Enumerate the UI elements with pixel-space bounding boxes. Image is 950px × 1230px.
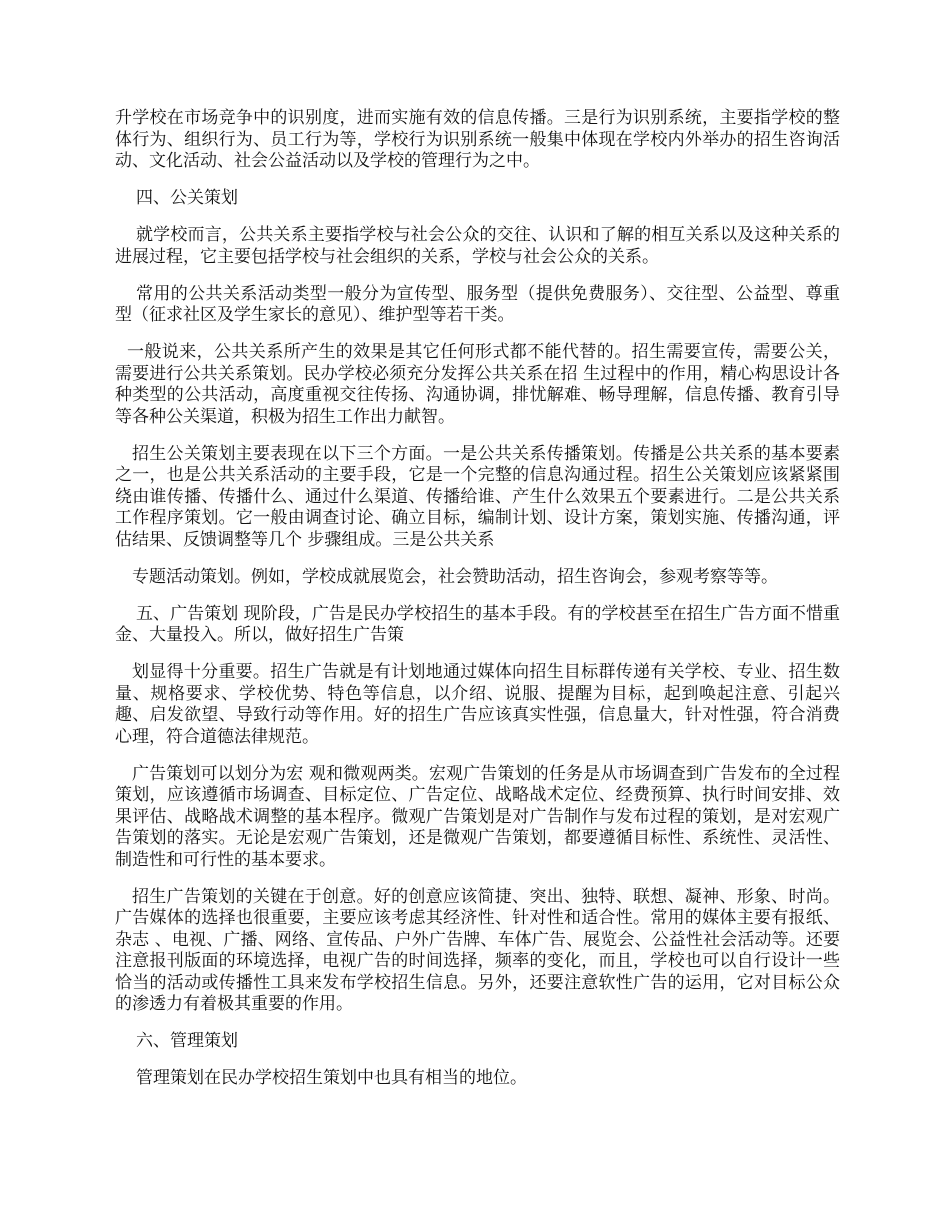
paragraph-pr-definition: 就学校而言，公共关系主要指学校与社会公众的交往、认识和了解的相互关系以及这种关系的进展过程，它主要包括学校与社会组织的关系，学校与社会公众的关系。 <box>115 225 840 267</box>
paragraph-management-planning: 管理策划在民办学校招生策划中也具有相当的地位。 <box>136 1068 527 1088</box>
paragraph-advertising-creativity: 招生广告策划的关键在于创意。好的创意应该简捷、突出、独特、联想、凝神、形象、时尚。广告媒体的选择也很重要，主要应该考虑其经济性、针对性和适合性。常用的媒体主要有报纸、杂志 、电视、广播、网络、宣传品、户外广告牌、车体广告、展览会、公益性社会活动等。还要注意报刊版面的环境选择，电视广告的时间选择，频率的变化，而且，学校也可以自行设计一些恰当的活动或传播性工具来发布学校招生信息。另外，还要注意软性广告的运用，它对目标公众的渗透力有着极其重要的作用。 <box>115 886 840 1014</box>
heading-management-planning: 六、管理策划 <box>136 1031 238 1051</box>
paragraph-advertising-importance: 划显得十分重要。招生广告就是有计划地通过媒体向招生目标群传递有关学校、专业、招生数量、规格要求、学校优势、特色等信息，以介绍、说服、提醒为目标，起到唤起注意、引起兴趣、启发欲望、导致行动等作用。好的招生广告应该真实性强，信息量大，针对性强，符合消费心理，符合道德法律规范。 <box>115 662 840 747</box>
paragraph-pr-effects: 一般说来，公共关系所产生的效果是其它任何形式都不能代替的。招生需要宣传，需要公关，需要进行公共关系策划。民办学校必须充分发挥公共关系在招 生过程中的作用，精心构思设计各种类型的公共活动，高度重视交往传扬、沟通协调，排忧解难、畅导理解，信息传播、教育引导等各种公关渠道，积极为招生工作出力献智。 <box>115 342 840 427</box>
paragraph-pr-activity-types: 常用的公共关系活动类型一般分为宣传型、服务型（提供免费服务）、交往型、公益型、尊重型（征求社区及学生家长的意见）、维护型等若干类。 <box>115 283 840 325</box>
heading-public-relations: 四、公关策划 <box>136 188 238 208</box>
paragraph-macro-micro-advertising: 广告策划可以划分为宏 观和微观两类。宏观广告策划的任务是从市场调查到广告发布的全过程策划，应该遵循市场调查、目标定位、广告定位、战略战术定位、经费预算、执行时间安排、效果评估、战略战术调整的基本程序。微观广告策划是对广告制作与发布过程的策划，是对宏观广告策划的落实。无论是宏观广告策划，还是微观广告策划，都要遵循目标性、系统性、灵活性、制造性和可行性的基本要求。 <box>115 763 840 870</box>
paragraph-pr-planning-aspects: 招生公关策划主要表现在以下三个方面。一是公共关系传播策划。传播是公共关系的基本要素之一，也是公共关系活动的主要手段，它是一个完整的信息沟通过程。招生公关策划应该紧紧围绕由谁传播、传播什么、通过什么渠道、传播给谁、产生什么效果五个要素进行。二是公共关系工作程序策划。它一般由调查讨论、确立目标，编制计划、设计方案，策划实施、传播沟通，评估结果、反馈调整等几个 步骤组成。三是公共关系 <box>115 443 840 550</box>
paragraph-identity-system: 升学校在市场竞争中的识别度，进而实施有效的信息传播。三是行为识别系统，主要指学校的整体行为、组织行为、员工行为等，学校行为识别系统一般集中体现在学校内外举办的招生咨询活动、文化活动、社会公益活动以及学校的管理行为之中。 <box>115 108 840 171</box>
paragraph-advertising-intro: 五、广告策划 现阶段，广告是民办学校招生的基本手段。有的学校甚至在招生广告方面不惜重金、大量投入。所以，做好招生广告策 <box>115 603 840 645</box>
document-page <box>115 108 840 1105</box>
paragraph-special-events: 专题活动策划。例如，学校成就展览会，社会赞助活动，招生咨询会，参观考察等等。 <box>132 566 778 587</box>
